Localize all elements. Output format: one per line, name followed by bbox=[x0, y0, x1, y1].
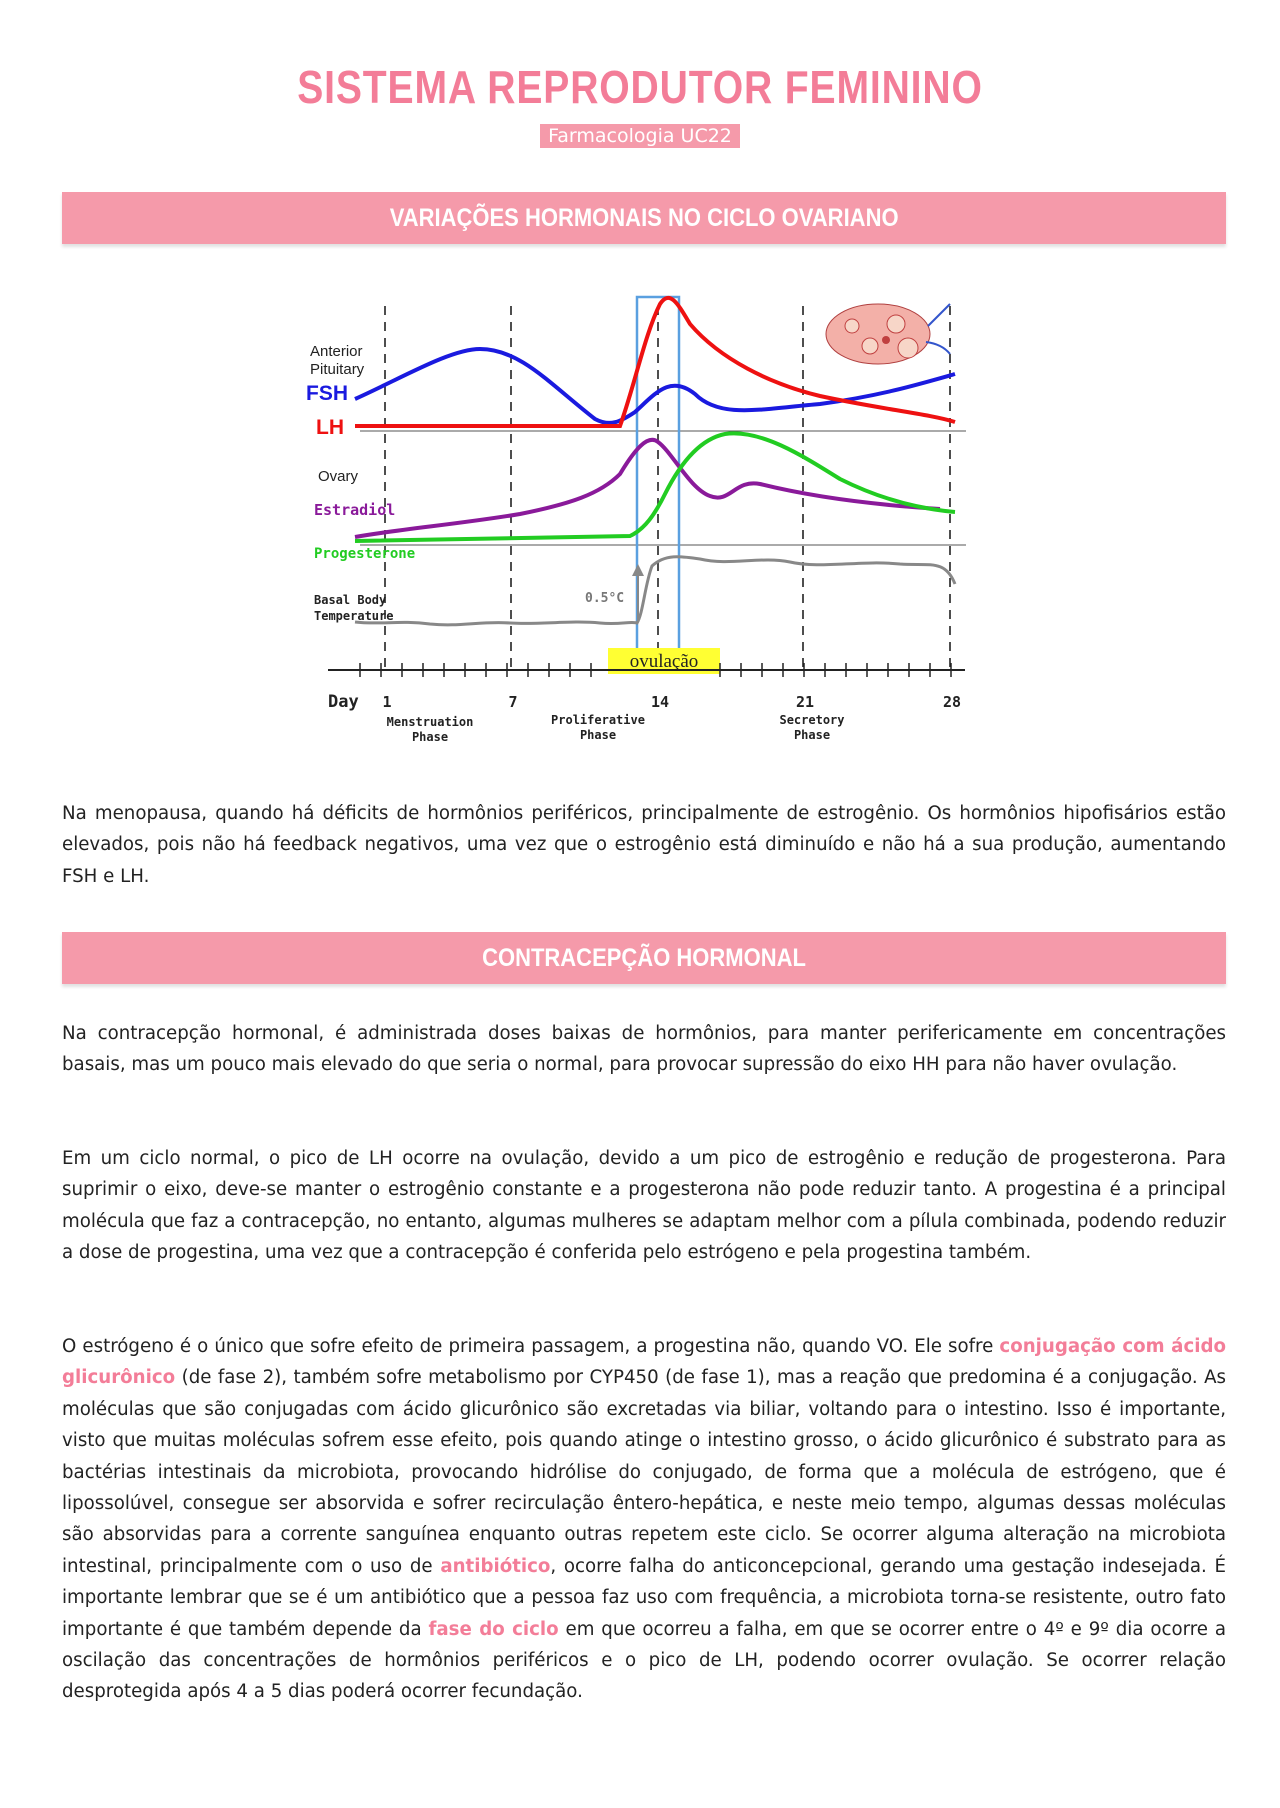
label-basal-body: Basal Body bbox=[314, 593, 387, 607]
phase-proliferative-sub: Phase bbox=[579, 728, 617, 742]
section-heading-hormonal-variations: VARIAÇÕES HORMONAIS NO CICLO OVARIANO bbox=[62, 192, 1226, 244]
paragraph-menopause: Na menopausa, quando há déficits de hormônios periféricos, principalmente de estrogênio. Os hormônios hipofisários estão elevados, pois não há feedback negativos, uma vez que o estrogênio está diminuído e não há a sua produção, aumentando FSH e LH. bbox=[62, 803, 1226, 887]
phase-menstruation-sub: Phase bbox=[411, 730, 449, 744]
ovarian-cycle-figure bbox=[300, 284, 990, 754]
temperature-curve bbox=[355, 557, 955, 625]
highlight-antibiotic: antibiótico bbox=[440, 1555, 551, 1577]
phase-secretory: Secretory bbox=[779, 713, 845, 727]
label-estradiol: Estradiol bbox=[314, 501, 396, 519]
page-title: SISTEMA REPRODUTOR FEMININO bbox=[297, 61, 983, 113]
label-ovary: Ovary bbox=[318, 468, 359, 485]
phase-secretory-sub: Phase bbox=[793, 728, 831, 742]
highlight-glucuronic-conjugation: conjugação com ácido glicurônico bbox=[62, 1336, 1226, 1389]
page-subtitle: Farmacologia UC22 bbox=[540, 124, 740, 148]
tick-day-1: 1 bbox=[382, 693, 392, 711]
label-temp-delta: 0.5°C bbox=[585, 591, 625, 606]
label-anterior: Anterior bbox=[310, 343, 363, 360]
label-temperature: Temperature bbox=[314, 609, 394, 623]
paragraph-normal-cycle: Em um ciclo normal, o pico de LH ocorre na ovulação, devido a um pico de estrogênio e redução de progesterona. Para suprimir o eixo, deve-se manter o estrogênio constante e a progesterona não pode reduzir tanto. A progestina é a principal molécula que faz a contracepção, no entanto, algumas mulheres se adaptam melhor com a pílula combinada, podendo reduzir a dose de progestina, uma vez que a contracepção é conferida pelo estrógeno e pela progestina também. bbox=[62, 1148, 1226, 1264]
tick-day-21: 21 bbox=[795, 693, 815, 711]
label-progesterone: Progesterone bbox=[314, 546, 416, 562]
section-heading-contraception: CONTRACEPÇÃO HORMONAL bbox=[62, 932, 1226, 984]
label-ovulation: ovulação bbox=[629, 651, 699, 672]
tick-day-14: 14 bbox=[650, 693, 670, 711]
tick-day-28: 28 bbox=[942, 693, 962, 711]
phase-menstruation: Menstruation bbox=[386, 715, 474, 729]
label-day: Day bbox=[328, 692, 359, 712]
ovary-illustration bbox=[826, 304, 950, 364]
label-lh: LH bbox=[316, 416, 344, 439]
paragraph-estrogen-metabolism: O estrógeno é o único que sofre efeito de primeira passagem, a progestina não, quando VO. Ele sofre conjugação com ácido glicurônico (de fase 2), também sofre metabolismo por CYP450 (de fase 1), mas a reação que predomina é a conjugação. As moléculas que são conjugadas com ácido glicurônico são excretadas via biliar, voltando para o intestino. Isso é importante, visto que muitas moléculas sofrem esse efeito, pois quando atinge o intestino grosso, o ácido glicurônico é substrato para as bactérias intestinais da microbiota, provocando hidrólise do conjugado, de forma que a molécula de estrógeno, que é lipossolúvel, consegue ser absorvida e sofrer recirculação êntero-hepática, e neste meio tempo, algumas dessas moléculas são absorvidas para a corrente sanguínea enquanto outras repetem este ciclo. Se ocorrer alguma alteração na microbiota intestinal, principalmente com o uso de antibiótico, ocorre falha do anticoncepcional, gerando uma gestação indesejada. É importante lembrar que se é um antibiótico que a pessoa faz uso com frequência, a microbiota torna-se resistente, outro fato importante é que também depende da fase do ciclo em que ocorreu a falha, em que se ocorrer entre o 4º e 9º dia ocorre a oscilação das concentrações de hormônios periféricos e o pico de LH, podendo ocorrer ovulação. Se ocorrer relação desprotegida após 4 a 5 dias poderá ocorrer fecundação. bbox=[62, 1336, 1226, 1703]
paragraph-contraception: Na contracepção hormonal, é administrada doses baixas de hormônios, para manter perifericamente em concentrações basais, mas um pouco mais elevado do que seria o normal, para provocar supressão do eixo HH para não haver ovulação. bbox=[62, 1023, 1226, 1076]
label-pituitary: Pituitary bbox=[310, 361, 365, 378]
phase-proliferative: Proliferative bbox=[551, 713, 645, 727]
label-fsh: FSH bbox=[306, 382, 348, 405]
tick-day-7: 7 bbox=[508, 693, 518, 711]
highlight-cycle-phase: fase do ciclo bbox=[428, 1618, 559, 1640]
